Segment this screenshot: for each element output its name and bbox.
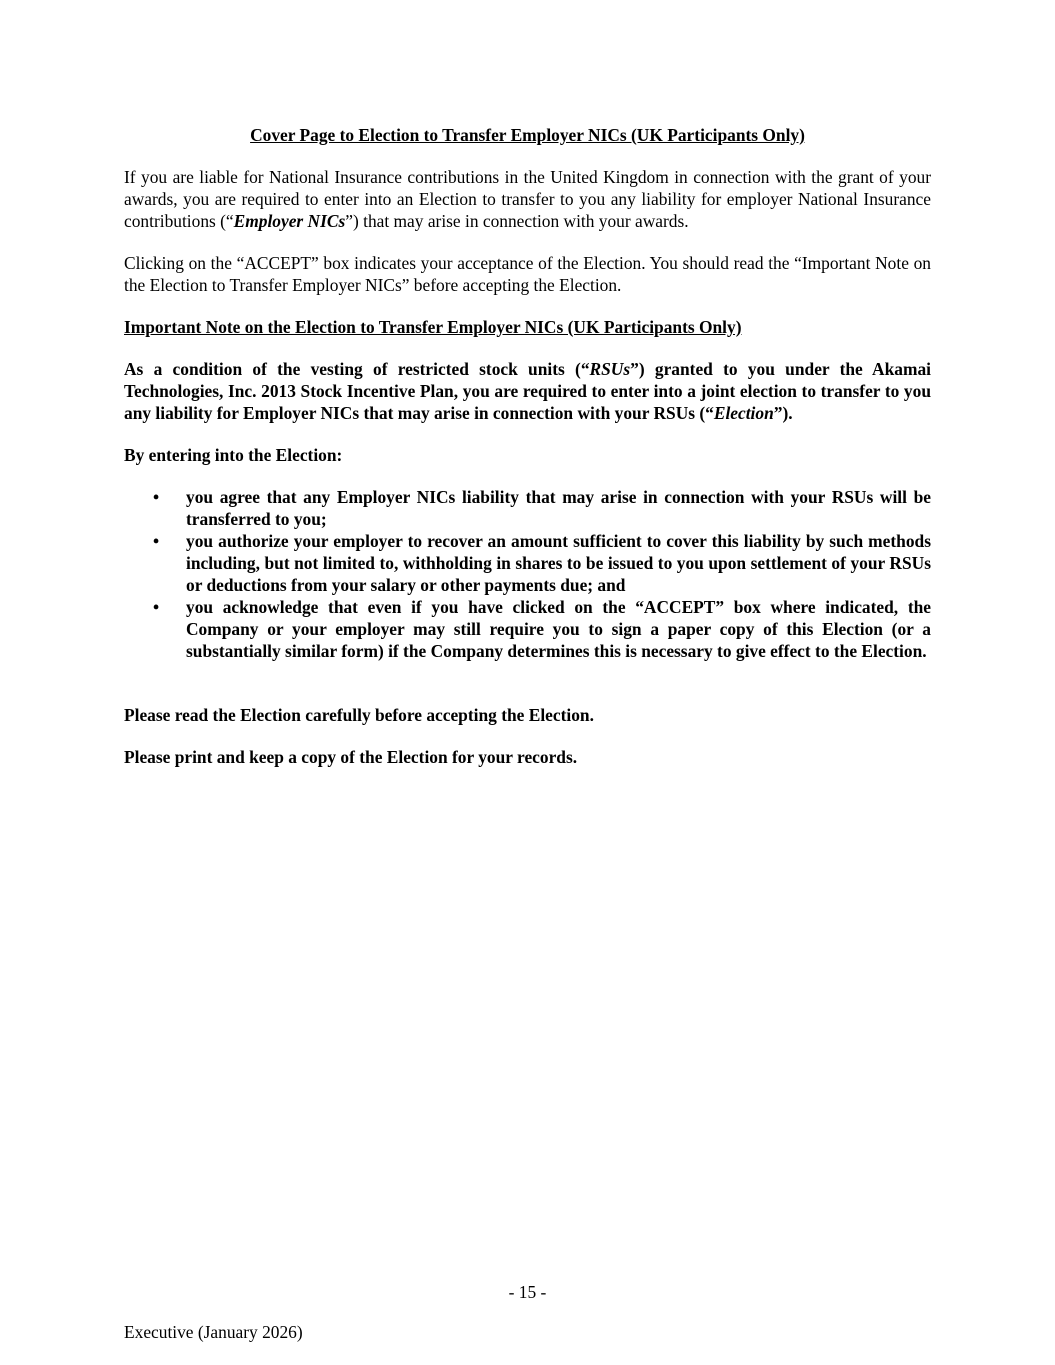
- intro-text-part1: If you are liable for National Insurance contributions in the United Kingdom in connection with the grant of your awards, you are required to enter into an Election to transfer to you any liability for employer National Insurance contributions (“: [124, 167, 931, 231]
- note-heading: Important Note on the Election to Transfer Employer NICs (UK Participants Only): [124, 317, 742, 337]
- list-item: [124, 530, 931, 596]
- entering-label: By entering into the Election:: [124, 445, 343, 465]
- intro-text-part2: ”) that may arise in connection with your awards.: [345, 211, 689, 231]
- document-body: [124, 124, 931, 788]
- footer-text: Executive (January 2026): [124, 1322, 303, 1342]
- list-item-text: you acknowledge that even if you have clicked on the “ACCEPT” box where indicated, the Company or your employer may still require you to sign a paper copy of this Election (or a substantially similar form) if the Company determines this is necessary to give effect to the Election.: [186, 597, 931, 661]
- page-number: - 15 -: [508, 1282, 547, 1302]
- condition-term-rsus: RSUs: [589, 359, 631, 379]
- condition-paragraph: [124, 358, 931, 424]
- list-item: [124, 486, 931, 530]
- condition-text-part2: ”) granted to you under the Akamai Technologies, Inc. 2013 Stock Incentive Plan, you are required to enter into a joint election to transfer to you any liability for Employer NICs that may arise in connection with your RSUs (“: [124, 359, 931, 423]
- read-note: Please read the Election carefully before accepting the Election.: [124, 705, 594, 725]
- bullet-icon: •: [153, 487, 160, 507]
- print-note: Please print and keep a copy of the Election for your records.: [124, 747, 578, 767]
- intro-paragraph: [124, 166, 931, 232]
- condition-text-part1: As a condition of the vesting of restricted stock units (“: [124, 359, 590, 379]
- intro-defined-term: Employer NICs: [233, 211, 346, 231]
- accept-paragraph: Clicking on the “ACCEPT” box indicates your acceptance of the Election. You should read the “Important Note on the Election to Transfer Employer NICs” before accepting the Election.: [124, 253, 931, 295]
- condition-text-part3: ”).: [773, 403, 793, 423]
- bullet-icon: •: [153, 597, 160, 617]
- list-item-text: you agree that any Employer NICs liability that may arise in connection with your RSUs will be transferred to you;: [186, 487, 931, 529]
- list-item-text: you authorize your employer to recover an amount sufficient to cover this liability by such methods including, but not limited to, withholding in shares to be issued to you upon settlement of your RSUs or deductions from your salary or other payments due; and: [186, 531, 931, 595]
- bullet-icon: •: [153, 531, 160, 551]
- condition-term-election: Election: [713, 403, 774, 423]
- list-item: [124, 596, 931, 662]
- election-terms-list: [124, 486, 931, 662]
- page-title: Cover Page to Election to Transfer Employer NICs (UK Participants Only): [250, 125, 805, 145]
